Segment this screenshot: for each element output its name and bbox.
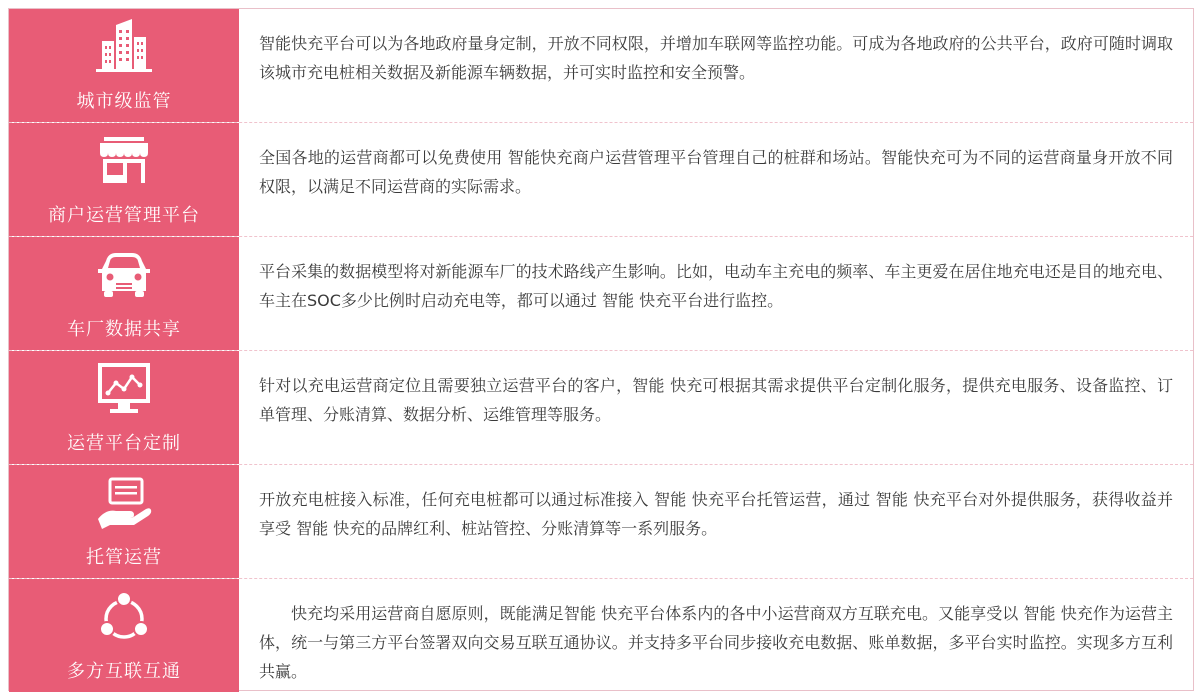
feature-row-merchant-platform — [9, 123, 1193, 237]
feature-row-interconnect — [9, 579, 1193, 692]
label-cell — [9, 9, 239, 122]
label-cell — [9, 237, 239, 350]
feature-row-city-supervision — [9, 9, 1193, 123]
description-cell — [259, 351, 1173, 464]
description-cell — [259, 579, 1173, 692]
monitor-chart-icon — [94, 361, 154, 417]
city-buildings-icon — [94, 19, 154, 75]
feature-row-hosted-operation — [9, 465, 1193, 579]
row-title: 多方互联互通 — [67, 660, 181, 682]
row-description: 智能快充平台可以为各地政府量身定制，开放不同权限，并增加车联网等监控功能。可成为各地政府的公共平台，政府可随时调取该城市充电桩相关数据及新能源车辆数据，并可实时监控和安全预警。 — [259, 34, 1173, 82]
row-title: 托管运营 — [86, 546, 162, 568]
feature-row-oem-data — [9, 237, 1193, 351]
row-description: 开放充电桩接入标准，任何充电桩都可以通过标准接入 智能 快充平台托管运营，通过 智能 快充平台对外提供服务，获得收益并享受 智能 快充的品牌红利、桩站管控、分账清算等一系列服务。 — [259, 490, 1173, 538]
row-description: 全国各地的运营商都可以免费使用 智能快充商户运营管理平台管理自己的桩群和场站。智能快充可为不同的运营商量身开放不同权限，以满足不同运营商的实际需求。 — [259, 148, 1173, 196]
row-title: 商户运营管理平台 — [48, 204, 200, 226]
description-cell — [259, 237, 1173, 350]
label-cell — [9, 465, 239, 578]
row-title: 运营平台定制 — [67, 432, 181, 454]
row-description: 针对以充电运营商定位且需要独立运营平台的客户，智能 快充可根据其需求提供平台定制化服务，提供充电服务、设备监控、订单管理、分账清算、数据分析、运维管理等服务。 — [259, 376, 1173, 424]
description-cell — [259, 123, 1173, 236]
storefront-icon — [94, 133, 154, 189]
label-cell — [9, 351, 239, 464]
label-cell — [9, 579, 239, 692]
network-circle-icon — [94, 589, 154, 645]
row-description: 平台采集的数据模型将对新能源车厂的技术路线产生影响。比如，电动车主充电的频率、车主更爱在居住地充电还是目的地充电、车主在SOC多少比例时启动充电等，都可以通过 智能 快充平台进行监控。 — [259, 262, 1173, 310]
hand-card-icon — [94, 475, 154, 531]
row-title: 车厂数据共享 — [67, 318, 181, 340]
label-cell — [9, 123, 239, 236]
row-description: 快充均采用运营商自愿原则，既能满足智能 快充平台体系内的各中小运营商双方互联充电。又能享受以 智能 快充作为运营主体，统一与第三方平台签署双向交易互联互通协议。并支持多平台同步接收充电数据、账单数据，多平台实时监控。实现多方互利共赢。 — [259, 604, 1173, 681]
feature-table — [8, 8, 1194, 691]
description-cell — [259, 9, 1173, 122]
car-icon — [94, 247, 154, 303]
feature-row-platform-custom — [9, 351, 1193, 465]
description-cell — [259, 465, 1173, 578]
row-title: 城市级监管 — [76, 90, 172, 112]
